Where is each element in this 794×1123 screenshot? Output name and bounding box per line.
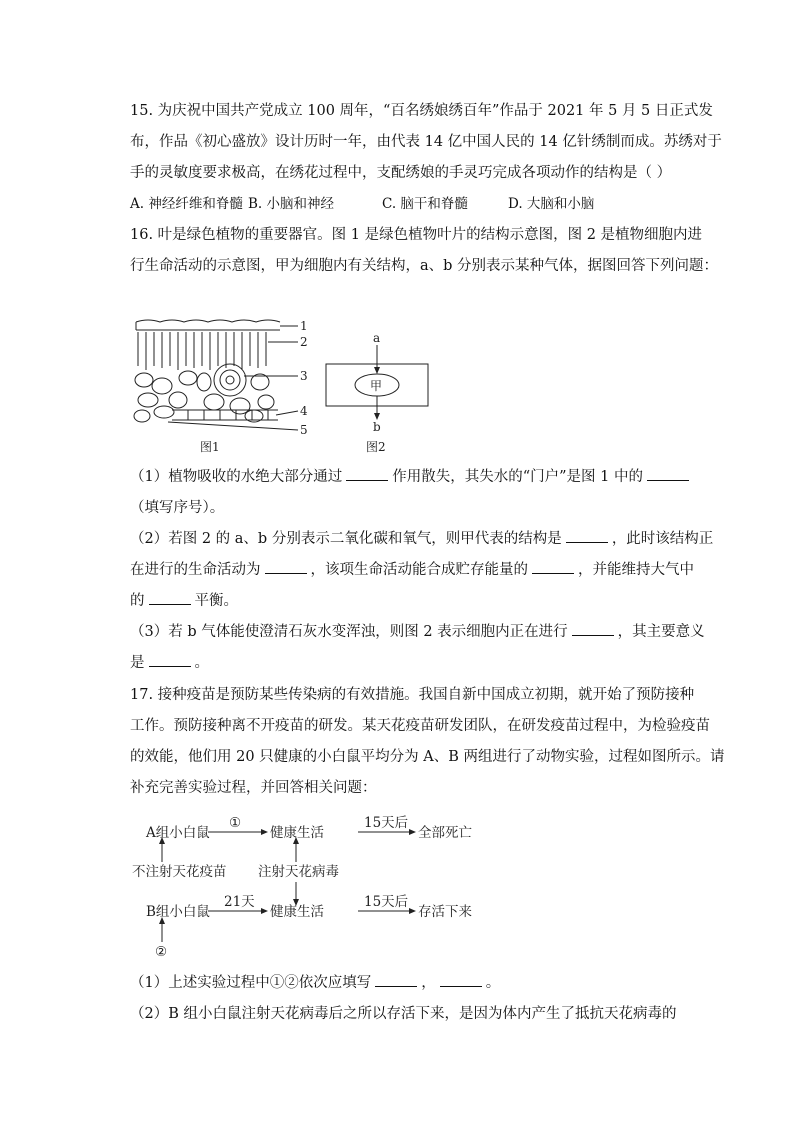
q16-s2-text-c: 在进行的生命活动为: [130, 562, 261, 578]
question-16: [130, 220, 719, 282]
q16-s2-text-f: 的: [130, 593, 145, 609]
q17-line-2: 工作。预防接种离不开疫苗的研发。某天花疫苗研发团队，在研发疫苗过程中，为检验疫苗: [130, 718, 710, 734]
flow-inject-virus: 注射天花病毒: [258, 864, 339, 880]
q16-s2-text-d: ，该项生命活动能合成贮存能量的: [310, 562, 528, 578]
q16-s1-text-a: （1）植物吸收的水绝大部分通过: [130, 469, 343, 485]
q16-line-1: 16. 叶是绿色植物的重要器官。图 1 是绿色植物叶片的结构示意图，图 2 是植物细胞内进: [130, 227, 703, 243]
answer-blank[interactable]: [566, 528, 608, 543]
q16-s3-text-c: 是: [130, 655, 145, 671]
q16-s2-line-2: [130, 555, 695, 586]
q15-option-a[interactable]: A. 神经纤维和脊髓: [130, 196, 243, 212]
q16-s2-line-1: [130, 524, 714, 555]
answer-blank[interactable]: [265, 559, 307, 574]
flow-days15-a: 15天后: [364, 815, 409, 831]
q16-s3-text-a: （3）若 b 气体能使澄清石灰水变浑浊，则图 2 表示细胞内正在进行: [130, 624, 568, 640]
figure-1-leaf-section: [128, 316, 318, 454]
q15-option-b[interactable]: B. 小脑和神经: [248, 196, 335, 212]
flow-no-vaccine: 不注射天花疫苗: [132, 864, 227, 880]
q15-line-1: 15. 为庆祝中国共产党成立 100 周年，“百名绣娘绣百年”作品于 2021 年 5 月 5 日正式发: [130, 103, 713, 119]
flow-b-group: B组小白鼠: [146, 904, 210, 920]
answer-blank[interactable]: [647, 466, 689, 481]
q16-line-2: 行生命活动的示意图，甲为细胞内有关结构，a、b 分别表示某种气体，据图回答下列问题：: [130, 258, 719, 274]
q17-line-1: 17. 接种疫苗是预防某些传染病的有效措施。我国自新中国成立初期，就开始了预防接种: [130, 687, 695, 703]
q16-s1-line-2: （填写序号）。: [130, 500, 225, 516]
flow-all-dead: 全部死亡: [418, 825, 472, 841]
q15-line-2: 布，作品《初心盛放》设计历时一年，由代表 14 亿中国人民的 14 亿针绣制而成。苏绣对于: [130, 134, 722, 150]
q16-s1-text-b: 作用散失，其失水的“门户”是图 1 中的: [392, 469, 644, 485]
q15-option-c[interactable]: C. 脑干和脊髓: [382, 196, 468, 212]
q17-s1-text-a: （1）上述实验过程中①②依次应填写: [130, 975, 372, 991]
q16-s3-line-2: [130, 648, 695, 679]
q16-s2-text-e: ，并能维持大气中: [578, 562, 694, 578]
question-15: [130, 96, 722, 220]
q15-line-3: 手的灵敏度要求极高，在绣花过程中，支配绣娘的手灵巧完成各项动作的结构是（ ）: [130, 165, 672, 181]
flow-days15-b: 15天后: [364, 894, 409, 910]
fig1-label-4: 4: [300, 404, 308, 418]
q17-line-3: 的效能，他们用 20 只健康的小白鼠平均分为 A、B 两组进行了动物实验，过程如图所示。请: [130, 749, 725, 765]
fig2-caption: 图2: [366, 440, 386, 454]
q16-s3-text-b: ，其主要意义: [617, 624, 705, 640]
q16-s3-text-d: 。: [194, 655, 209, 671]
flow-survive: 存活下来: [418, 904, 472, 920]
q16-s2-text-g: 平衡。: [194, 593, 238, 609]
answer-blank[interactable]: [149, 590, 191, 605]
fig1-caption: 图1: [200, 440, 220, 454]
q17-s1-text-b: ，: [421, 975, 436, 991]
q15-option-d[interactable]: D. 大脑和小脑: [508, 196, 595, 212]
q17-s2-line: （2）B 组小白鼠注射天花病毒后之所以存活下来，是因为体内产生了抵抗天花病毒的: [130, 1006, 677, 1022]
q17-s1-line: [130, 968, 695, 999]
q16-s1-line-1: [130, 462, 695, 493]
answer-blank[interactable]: [375, 972, 417, 987]
flow-a-group: A组小白鼠: [146, 825, 210, 841]
flow-healthy-2: 健康生活: [270, 904, 324, 920]
q16-s2-text-b: ，此时该结构正: [611, 531, 714, 547]
fig2-label-a: a: [373, 331, 381, 345]
experiment-flow-diagram: [128, 812, 472, 962]
answer-blank[interactable]: [149, 652, 191, 667]
q17-s1-text-c: 。: [485, 975, 501, 991]
q17-line-4: 补充完善实验过程，并回答相关问题：: [130, 780, 377, 796]
q17-subquestions: [130, 968, 695, 1030]
q16-s2-line-3: [130, 586, 695, 617]
question-17: [130, 680, 725, 804]
fig1-label-5: 5: [300, 423, 308, 437]
fig1-label-2: 2: [300, 335, 308, 349]
answer-blank[interactable]: [532, 559, 574, 574]
q16-s2-text-a: （2）若图 2 的 a、b 分别表示二氧化碳和氧气，则甲代表的结构是: [130, 531, 562, 547]
flow-circle-2: ②: [155, 944, 168, 960]
answer-blank[interactable]: [572, 621, 614, 636]
flow-days21: 21天: [224, 894, 255, 910]
answer-blank[interactable]: [346, 466, 388, 481]
figure-2-cell-process: [322, 330, 432, 454]
flow-circle-1: ①: [229, 815, 242, 831]
q16-s3-line-1: [130, 617, 705, 648]
answer-blank[interactable]: [440, 972, 482, 987]
fig2-label-b: b: [373, 420, 381, 434]
fig1-label-3: 3: [300, 369, 308, 383]
fig1-label-1: 1: [300, 319, 308, 333]
flow-healthy-1: 健康生活: [270, 825, 324, 841]
q15-options: [130, 189, 695, 220]
fig2-label-jia: 甲: [370, 379, 383, 393]
q16-subquestions: [130, 462, 714, 679]
